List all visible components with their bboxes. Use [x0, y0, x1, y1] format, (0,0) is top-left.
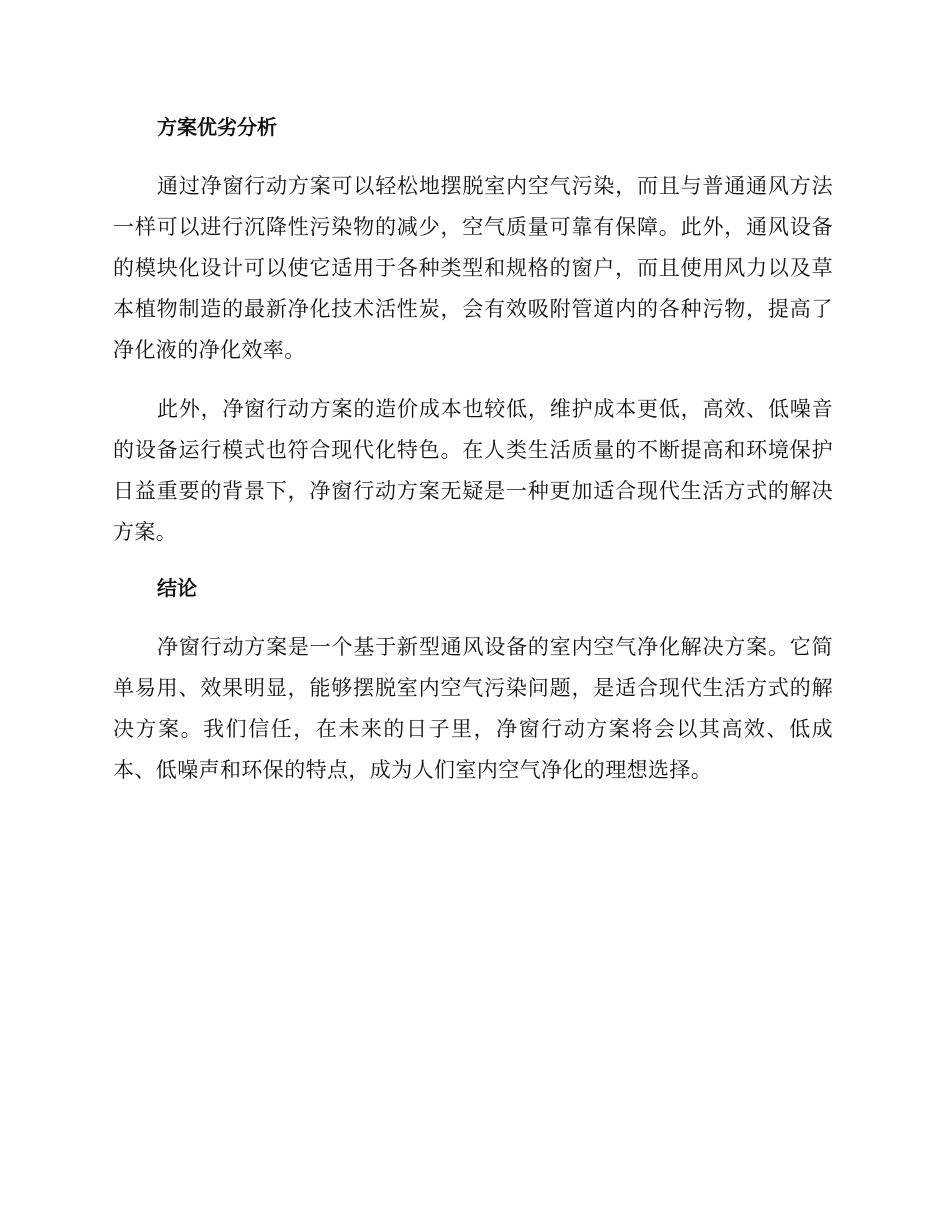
- section-conclusion: [113, 571, 833, 791]
- paragraph: 此外，净窗行动方案的造价成本也较低，维护成本更低，高效、低噪音的设备运行模式也符合现代化特色。在人类生活质量的不断提高和环境保护日益重要的背景下，净窗行动方案无疑是一种更加适合现代生活方式的解决方案。: [113, 397, 833, 544]
- section-heading: 方案优劣分析: [157, 115, 277, 139]
- document-body: [113, 110, 833, 809]
- section-heading: 结论: [157, 576, 197, 600]
- paragraph: 通过净窗行动方案可以轻松地摆脱室内空气污染，而且与普通通风方法一样可以进行沉降性污染物的减少，空气质量可靠有保障。此外，通风设备的模块化设计可以使它适用于各种类型和规格的窗户，而且使用风力以及草本植物制造的最新净化技术活性炭，会有效吸附管道内的各种污物，提高了净化液的净化效率。: [113, 174, 833, 362]
- section-pros-cons-analysis: [113, 110, 833, 553]
- paragraph: 净窗行动方案是一个基于新型通风设备的室内空气净化解决方案。它简单易用、效果明显，能够摆脱室内空气污染问题，是适合现代生活方式的解决方案。我们信任，在未来的日子里，净窗行动方案将会以其高效、低成本、低噪声和环保的特点，成为人们室内空气净化的理想选择。: [113, 635, 833, 782]
